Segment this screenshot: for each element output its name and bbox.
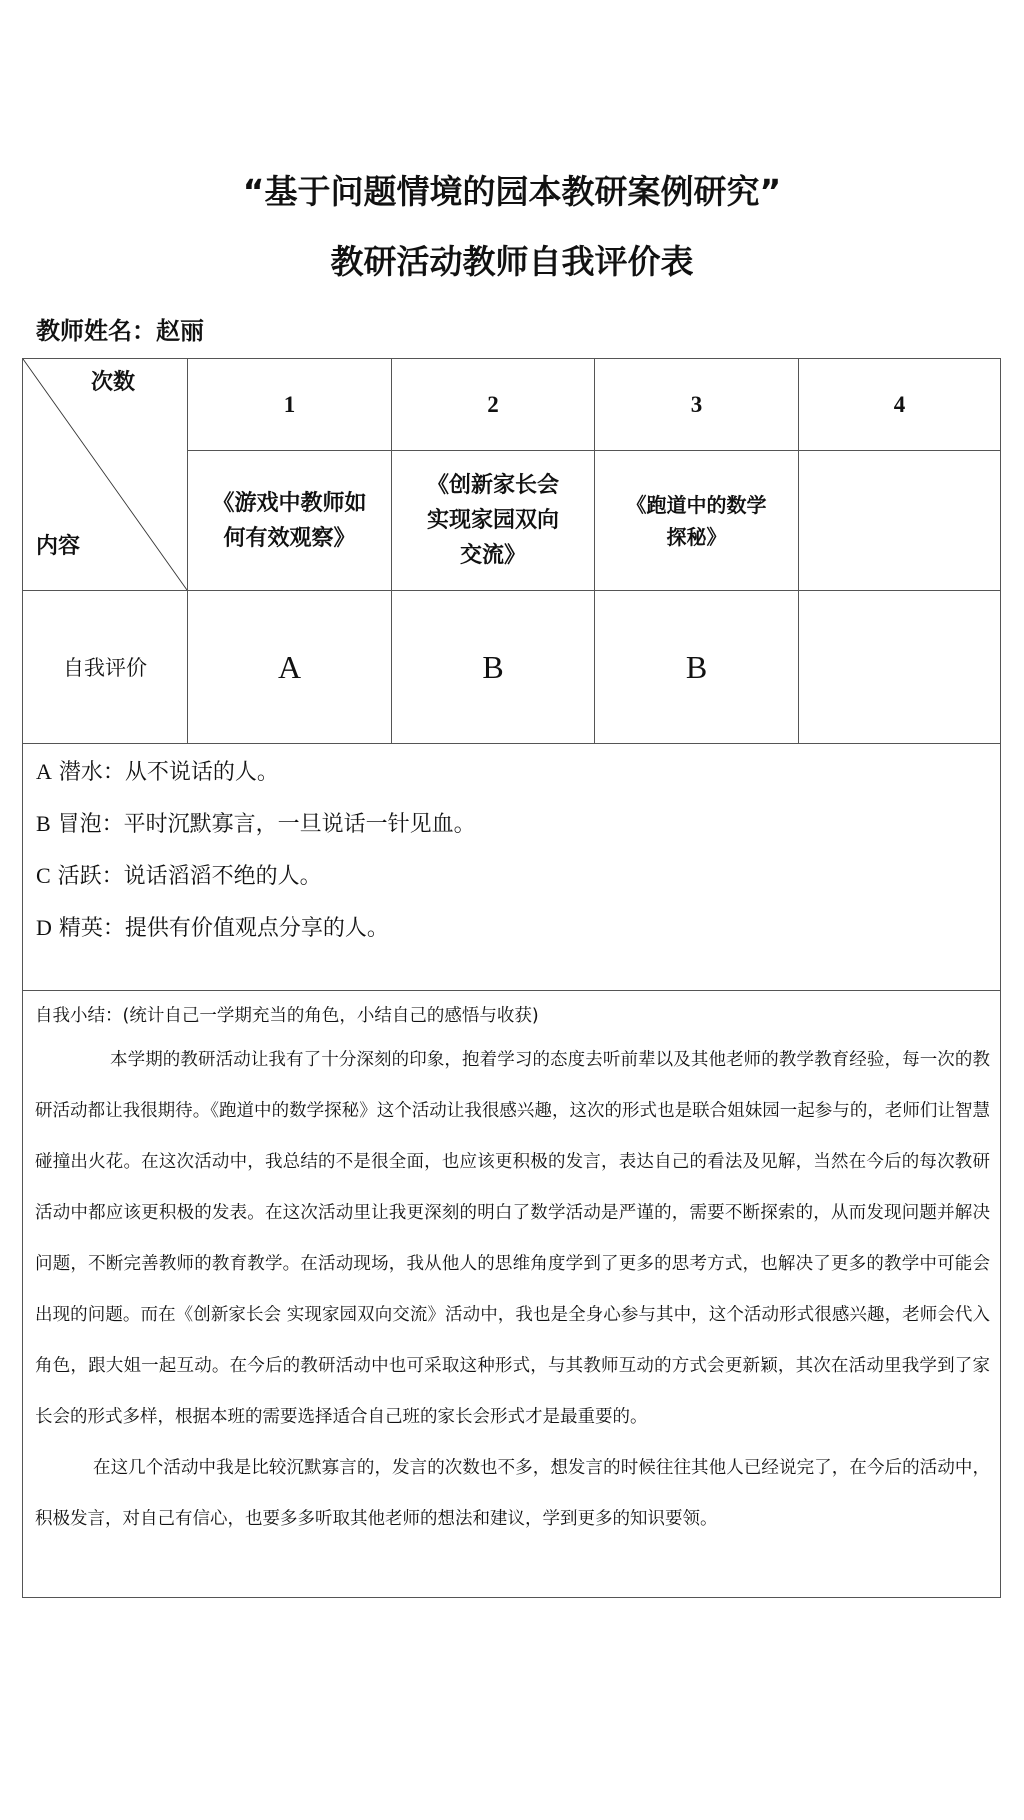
legend-item-a: [23, 746, 1000, 798]
legend-key: A: [36, 759, 52, 784]
document-title: “基于问题情境的园本教研案例研究”: [242, 172, 782, 211]
session-topic-2-text: 《创新家长会实现家园双向交流》: [426, 473, 559, 568]
session-number-row: [23, 359, 1001, 451]
topic-line: 探秘》: [666, 524, 727, 549]
session-topic-3: [595, 451, 799, 591]
legend-text: 活跃：说话滔滔不绝的人。: [50, 864, 322, 889]
legend-text: 精英：提供有价值观点分享的人。: [51, 916, 389, 941]
evaluation-table: [22, 358, 1001, 1598]
legend-item-b: [23, 798, 1000, 850]
legend-item-c: [23, 850, 1000, 902]
session-number-3: 3: [595, 359, 799, 451]
self-evaluation-row: [23, 591, 1001, 744]
grade-legend-row: [23, 744, 1001, 991]
corner-header-cell: [23, 359, 188, 591]
grade-session-2: B: [392, 591, 595, 744]
grade-legend: [23, 744, 1001, 991]
session-number-1: 1: [188, 359, 392, 451]
self-summary-row: [23, 991, 1001, 1598]
legend-key: C: [36, 863, 51, 888]
topic-line: 《跑道中的数学: [626, 492, 767, 517]
teacher-name-label: 教师姓名：: [36, 317, 156, 345]
grade-session-3: B: [595, 591, 799, 744]
document-subtitle: 教研活动教师自我评价表: [330, 242, 694, 281]
corner-label-content: 内容: [36, 534, 81, 559]
session-number-2: 2: [392, 359, 595, 451]
summary-paragraph-1: 本学期的教研活动让我有了十分深刻的印象，抱着学习的态度去听前辈以及其他老师的教学教育经验，每一次的教研活动都让我很期待。《跑道中的数学探秘》这个活动让我很感兴趣，这次的形式也是联合姐妹园一起参与的，老师们让智慧碰撞出火花。在这次活动中，我总结的不是很全面，也应该更积极的发言，表达自己的看法及见解，当然在今后的每次教研活动中都应该更积极的发表。在这次活动里让我更深刻的明白了数学活动是严谨的，需要不断探索的，从而发现问题并解决问题，不断完善教师的教育教学。在活动现场，我从他人的思维角度学到了更多的思考方式，也解决了更多的教学中可能会出现的问题。而在《创新家长会 实现家园双向交流》活动中，我也是全身心参与其中，这个活动形式很感兴趣，老师会代入角色，跟大姐一起互动。在今后的教研活动中也可采取这种形式，与其教师互动的方式会更新颖，其次在活动里我学到了家长会的形式多样，根据本班的需要选择适合自己班的家长会形式才是最重要的。: [35, 1050, 990, 1427]
session-topic-4: [799, 451, 1001, 591]
corner-label-count: 次数: [91, 370, 136, 395]
session-number-4: 4: [799, 359, 1001, 451]
grade-session-4: [799, 591, 1001, 744]
summary-paragraph-2: 在这几个活动中我是比较沉默寡言的，发言的次数也不多，想发言的时候往往其他人已经说完了，在今后的活动中，积极发言，对自己有信心，也要多多听取其他老师的想法和建议，学到更多的知识要领。: [35, 1458, 990, 1529]
summary-heading: 自我小结：(统计自己一学期充当的角色，小结自己的感悟与收获): [35, 1006, 539, 1026]
session-topic-1: [188, 451, 392, 591]
legend-key: D: [36, 915, 52, 940]
self-evaluation-label: 自我评价: [23, 591, 188, 744]
legend-key: B: [36, 811, 51, 836]
legend-text: 潜水：从不说话的人。: [51, 760, 279, 785]
teacher-name-value: 赵丽: [156, 317, 204, 345]
session-topic-2: [392, 451, 595, 591]
legend-item-d: [23, 902, 1000, 954]
teacher-name-line: [36, 311, 204, 346]
self-summary: [23, 991, 1001, 1598]
legend-text: 冒泡：平时沉默寡言，一旦说话一针见血。: [50, 812, 476, 837]
session-topic-1-text: 《游戏中教师如何有效观察》: [212, 490, 367, 551]
grade-session-1: A: [188, 591, 392, 744]
